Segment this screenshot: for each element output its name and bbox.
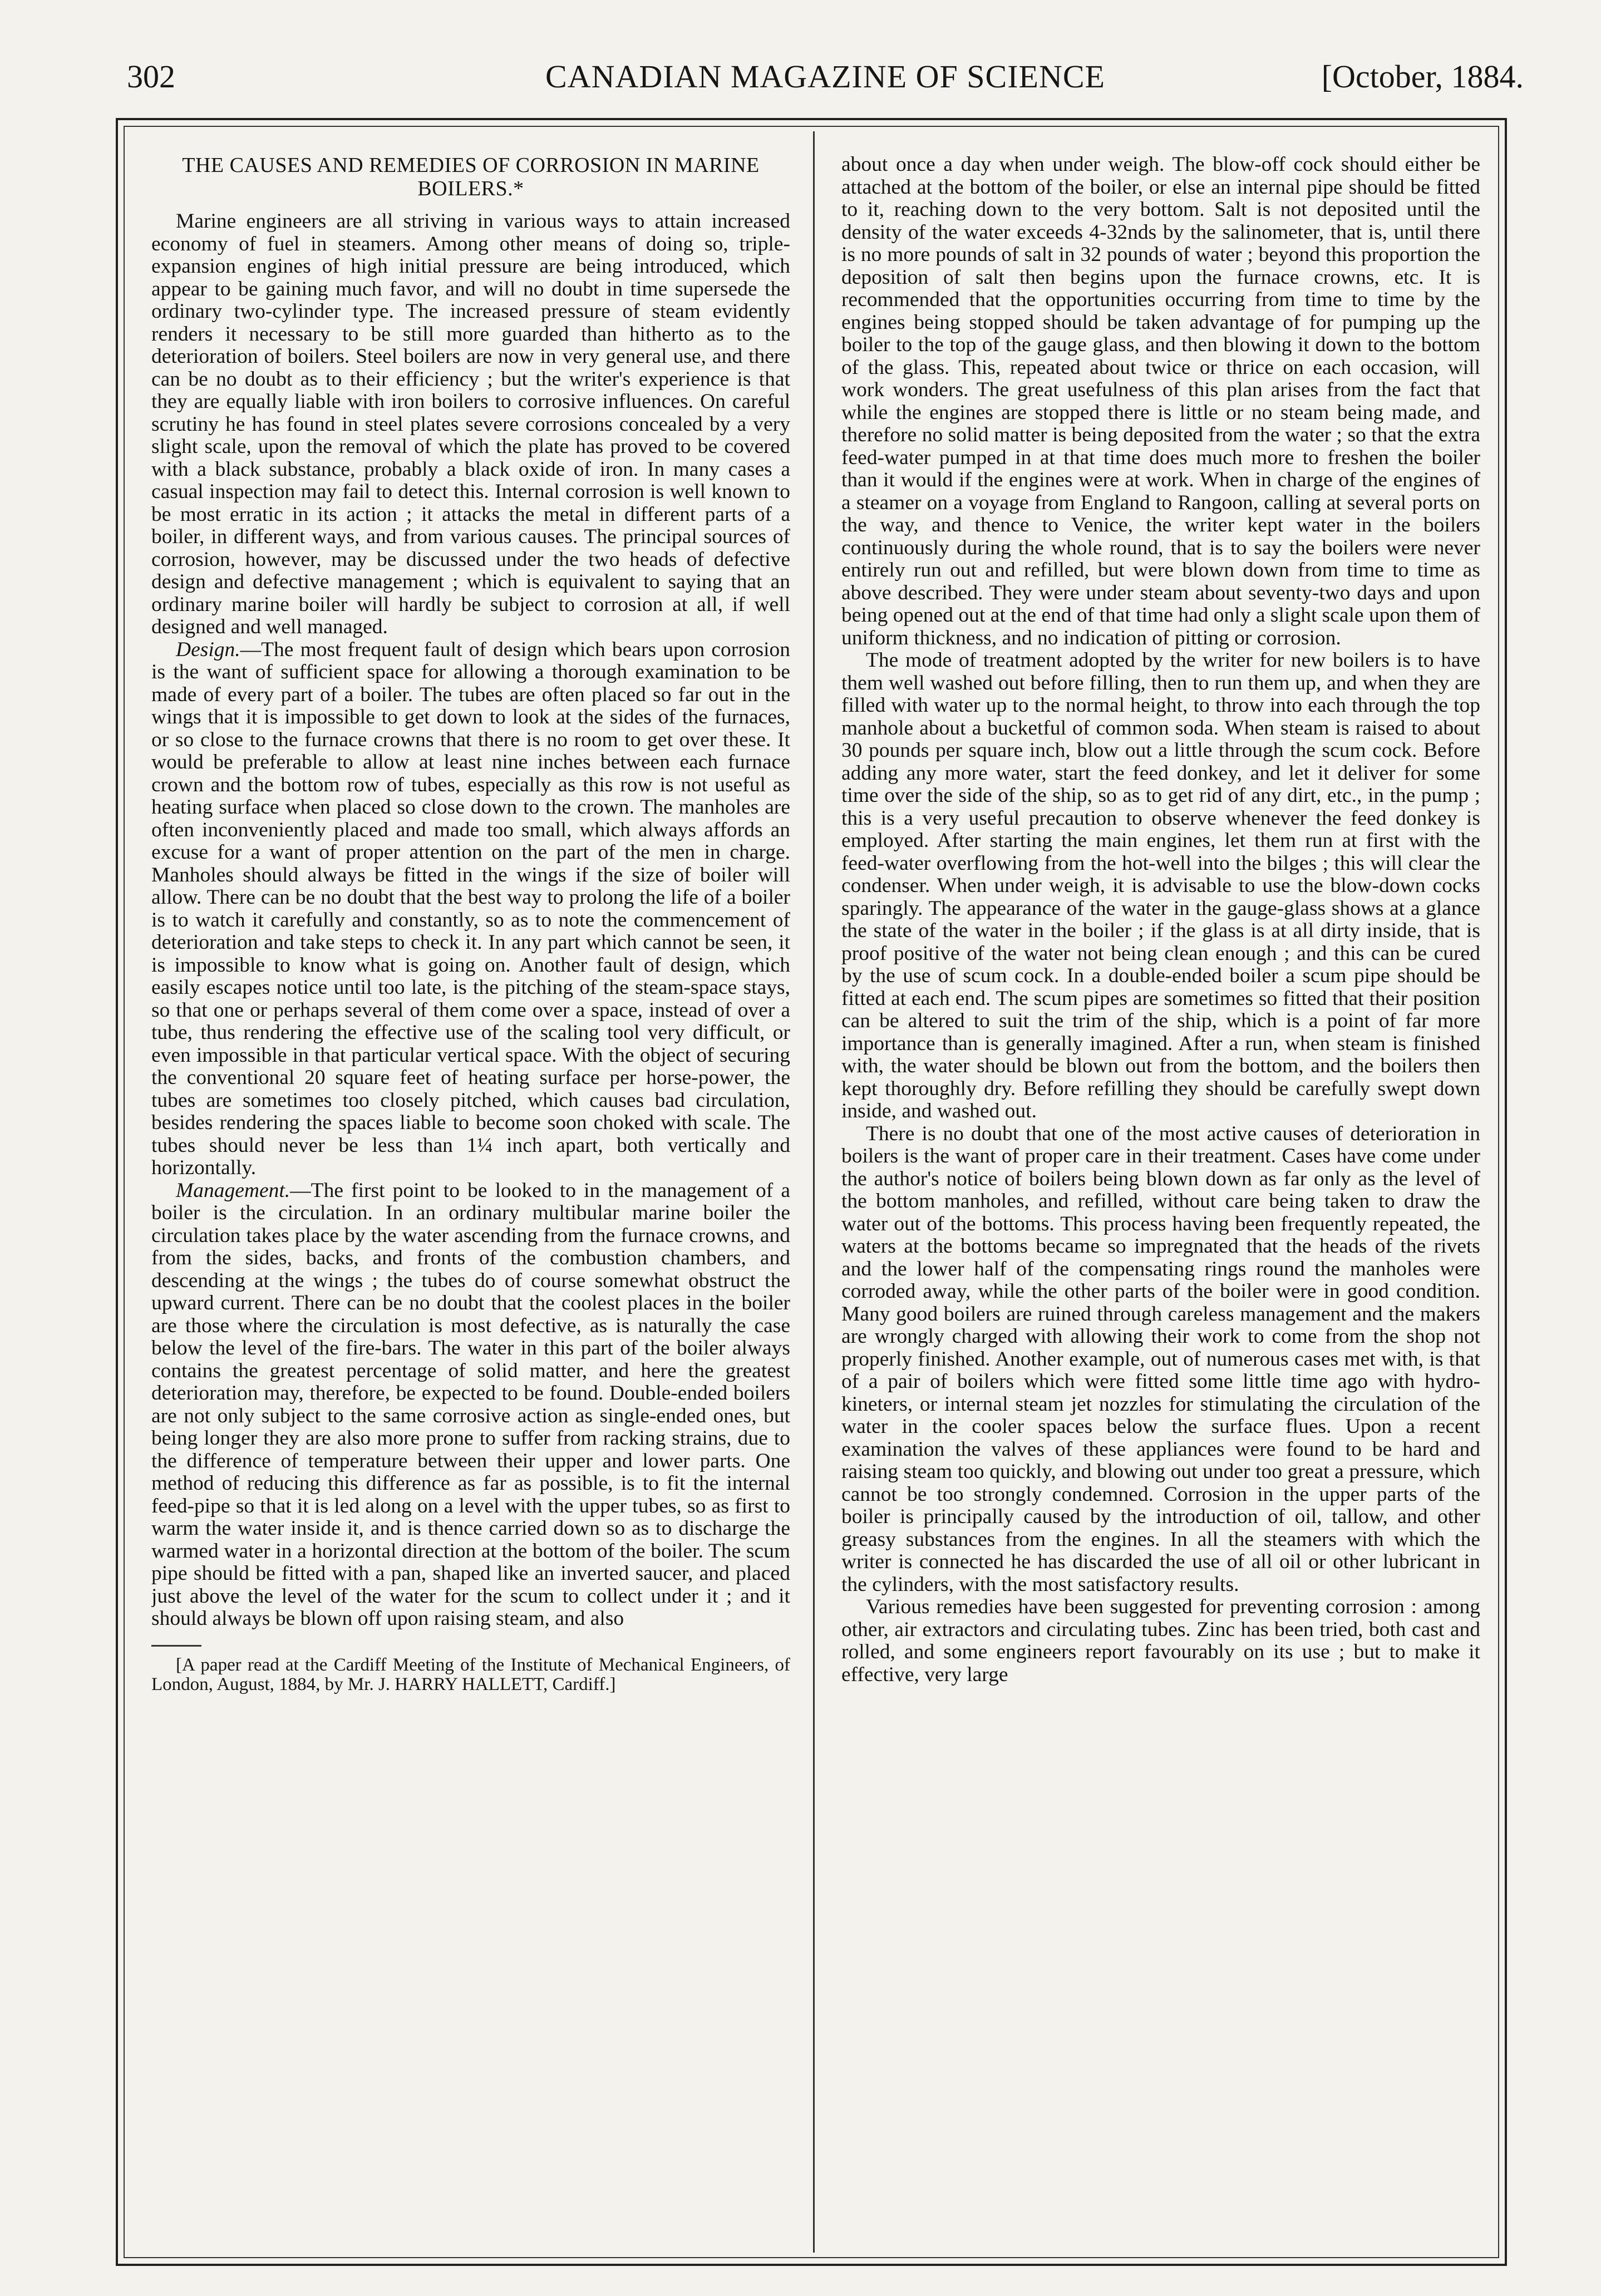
left-column [151,154,790,2235]
article-title: THE CAUSES AND REMEDIES OF CORROSION IN MARINE BOILERS.* [182,154,760,200]
footnote: [A paper read at the Cardiff Meeting of the Institute of Mechanical Engineers, of London, August, 1884, by Mr. J. HARRY HALLETT, Cardiff.] [151,1654,790,1694]
paragraph-causes: There is no doubt that one of the most active causes of deterioration in boilers is the want of proper care in their treatment. Cases have come under the author's notice of boilers being blown down as far only as the level of the bottom manholes, and refilled, without care being taken to draw the water out of the bottoms. This process having been frequently repeated, the waters at the bottoms became so impregnated that the heads of the rivets and the lower half of the compensating rings round the manholes were corroded away, while the other parts of the boiler were in good condition. Many good boilers are ruined through careless management and the makers are wrongly charged with allowing their work to come from the shop not properly finished. Another example, out of numerous cases met with, is that of a pair of boilers which were fitted some little time ago with hydro-kineters, or internal steam jet nozzles for stimulating the circulation of the water in the cooler spaces below the surface flues. Upon a recent examination the valves of these appliances were found to be hard and raising steam too quickly, and blowing out under too great a pressure, which cannot be too strongly condemned. Corrosion in the upper parts of the boiler is principally caused by the introduction of oil, tallow, and other greasy substances from the engines. In all the steamers with which the writer is connected he has discarded the use of all oil or other lubricant in the cylinders, with the most satisfactory results. [841,1122,1480,1596]
page-number: 302 [127,58,175,95]
paragraph-remedies: Various remedies have been suggested for preventing corrosion : among other, air extractors and circulating tubes. Zinc has been tried, both cast and rolled, and some engineers report favourably on its use ; but to make it effective, very large [841,1595,1480,1686]
management-text: —The first point to be looked to in the management of a boiler is the circulation. In an ordinary multibular marine boiler the circulation takes place by the water ascending from the furnace crowns, and from the sides, backs, and fronts of the combustion chambers, and descending at the wings ; the tubes do of course somewhat obstruct the upward current. There can be no doubt that the coolest places in the boiler are those where the circulation is most defective, as is naturally the case below the level of the fire-bars. The water in this part of the boiler always contains the greatest percentage of solid matter, and here the greatest deterioration may, therefore, be expected to be found. Double-ended boilers are not only subject to the same corrosive action as single-ended ones, but being longer they are also more prone to suffer from racking strains, due to the difference of temperature between their upper and lower parts. One method of reducing this difference as far as possible, is to fit the internal feed-pipe so that it is led along on a level with the upper tubes, so as first to warm the water inside it, and is thence carried down so as to discharge the warmed water in a horizontal direction at the bottom of the boiler. The scum pipe should be fitted with a pan, shaped like an inverted saucer, and placed just above the level of the water for the scum to collect under it ; and it should always be blown off upon raising steam, and also [151,1179,790,1630]
design-heading: Design. [176,638,240,661]
paragraph-treatment: The mode of treatment adopted by the writer for new boilers is to have them well washed out before filling, then to run them up, and when they are filled with water up to the normal height, to throw into each through the top manhole about a bucketful of common soda. When steam is raised to about 30 pounds per square inch, blow out a little through the scum cock. Before adding any more water, start the feed donkey, and let it deliver for some time over the side of the ship, so as to get rid of any dirt, etc., in the pump ; this is a very useful precaution to observe whenever the feed donkey is employed. After starting the main engines, let them run at first with the feed-water overflowing from the hot-well into the bilges ; this will clear the condenser. When under weigh, it is advisable to use the blow-down cocks sparingly. The appearance of the water in the gauge-glass shows at a glance the state of the water in the boiler ; if the glass is at all dirty inside, that is proof positive of the water not being clean enough ; and this can be cured by the use of scum cock. In a double-ended boiler a scum pipe should be fitted at each end. The scum pipes are sometimes so fitted that their position can be altered to suit the trim of the ship, which is a point of far more importance than is generally imagined. After a run, when steam is finished with, the water should be blown out from the bottom, and the boilers then kept thoroughly dry. Before refilling they should be carefully swept down inside, and washed out. [841,649,1480,1122]
design-text: —The most frequent fault of design which bears upon corrosion is the want of sufficient space for allowing a thorough examination to be made of every part of a boiler. The tubes are often placed so far out in the wings that it is impossible to get down to look at the sides of the furnaces, or so close to the furnace crowns that there is no room to get over these. It would be preferable to allow at least nine inches between each furnace crown and the bottom row of tubes, especially as this row is not useful as heating surface when placed so close down to the crown. The manholes are often inconveniently placed and made too small, which always affords an excuse for a want of proper attention on the part of the men in charge. Manholes should always be fitted in the wings if the size of boiler will allow. There can be no doubt that the best way to prolong the life of a boiler is to watch it carefully and constantly, so as to note the commencement of deterioration and take steps to check it. In any part which cannot be seen, it is impossible to know what is going on. Another fault of design, which easily escapes notice until too late, is the pitching of the steam-space stays, so that one or perhaps several of them come over a space, instead of over a tube, thus rendering the effective use of the scaling tool very difficult, or even impossible in that particular vertical space. With the object of securing the conventional 20 square feet of heating surface per horse-power, the tubes are sometimes too closely pitched, which causes bad circulation, besides rendering the spaces liable to become soon choked with scale. The tubes should never be less than 1¼ inch apart, both vertically and horizontally. [151,638,790,1179]
paragraph-continuation: about once a day when under weigh. The blow-off cock should either be attached at the bottom of the boiler, or else an internal pipe should be fitted to it, reaching down to the very bottom. Salt is not deposited until the density of the water exceeds 4-32nds by the salinometer, that is, until there is no more pounds of salt in 32 pounds of water ; beyond this proportion the deposition of salt then begins upon the furnace crowns, etc. It is recommended that the opportunities occurring from time to time by the engines being stopped should be taken advantage of for pumping up the boiler to the top of the gauge glass, and then blowing it down to the bottom of the glass. This, repeated about twice or thrice on each occasion, will work wonders. The great usefulness of this plan arises from the fact that while the engines are stopped there is little or no steam being made, and therefore no solid matter is being deposited from the water ; so that the extra feed-water pumped in at that time does much more to freshen the boiler than it would if the engines were at work. When in charge of the engines of a steamer on a voyage from England to Rangoon, calling at several ports on the way, and thence to Venice, the writer kept water in the boilers continuously during the whole round, that is to say the boilers were never entirely run out and refilled, but were blown down from time to time as above described. They were under steam about seventy-two days and upon being opened out at the end of that time had only a slight scale upon them of uniform thickness, and no indication of pitting or corrosion. [841,154,1480,649]
issue-date: [October, 1884. [1321,58,1524,95]
right-column [841,154,1480,2235]
management-heading: Management. [176,1179,290,1202]
column-divider [813,131,815,2253]
footnote-rule [151,1645,201,1647]
paragraph-management [151,1180,790,1630]
page-header [127,55,1524,99]
paragraph-design [151,639,790,1180]
journal-title: CANADIAN MAGAZINE OF SCIENCE [545,58,1105,95]
article-frame [116,118,1507,2266]
paragraph-intro: Marine engineers are all striving in various ways to attain increased economy of fuel in steamers. Among other means of doing so, triple-expansion engines of high initial pressure are being introduced, which appear to be gaining much favor, and will no doubt in time supersede the ordinary two-cylinder type. The increased pressure of steam evidently renders it necessary to be still more guarded than hitherto as to the deterioration of boilers. Steel boilers are now in very general use, and there can be no doubt as to their efficiency ; but the writer's experience is that they are equally liable with iron boilers to corrosive influences. On careful scrutiny he has found in steel plates severe corrosions concealed by a very slight scale, upon the removal of which the plate has proved to be covered with a black substance, probably a black oxide of iron. In many cases a casual inspection may fail to detect this. Internal corrosion is well known to be most erratic in its action ; it attacks the metal in different parts of a boiler, in different ways, and from various causes. The principal sources of corrosion, however, may be discussed under the two heads of defective design and defective management ; which is equivalent to saying that an ordinary marine boiler will hardly be subject to corrosion at all, if well designed and well managed. [151,210,790,638]
